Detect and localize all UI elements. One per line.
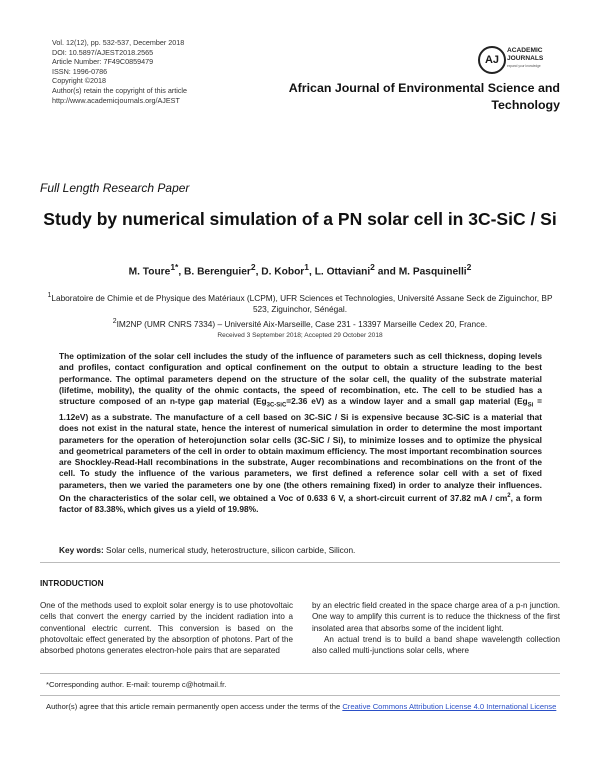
abstract-subscript: 3C-SiC xyxy=(266,402,287,409)
license-statement xyxy=(46,701,566,712)
logo-mark: AJ xyxy=(484,54,500,66)
keywords-label: Key words: xyxy=(59,545,104,555)
author-name: L. Ottaviani xyxy=(314,266,371,278)
abstract-text: The optimization of the solar cell includes the study of the influence of parameters such as cell thickness, doping levels and profiles, contact configuration and optical confinement on the output to obtain a structure leading to the best performance. The optimal parameters depend on the structure of the solar cell, the quality of the substrate material (lifetime, mobility), the quality of the ohmic contacts, the speed of recombination, etc. The cell to be studied has a structure composed of an n-type gap material (Eg xyxy=(59,351,542,407)
affiliation-1 xyxy=(40,290,560,316)
meta-article-number: Article Number: 7F49C0859479 xyxy=(52,57,154,67)
paragraph: by an electric field created in the space charge area of a p-n junction. One way to amplify this current is to reduce the thickness of the first insolated area that absorbs some of the incident light. xyxy=(312,601,560,633)
received-dates: Received 3 September 2018; Accepted 29 October 2018 xyxy=(217,332,383,339)
keywords xyxy=(59,545,542,555)
publisher-name-line-2: JOURNALS xyxy=(507,54,544,62)
author-affiliation-mark: 1 xyxy=(304,262,310,272)
author-separator: , xyxy=(255,266,262,278)
footer-divider xyxy=(40,695,560,696)
author-separator: , xyxy=(178,266,185,278)
corresponding-author: *Corresponding author. E-mail: touremp c@hotmail.fr. xyxy=(46,680,227,689)
abstract-subscript: Si xyxy=(527,402,534,409)
author-list xyxy=(40,262,560,277)
publisher-name-line-1: ACADEMIC xyxy=(507,47,543,54)
meta-copyright: Copyright ©2018 xyxy=(52,76,107,86)
affiliation-mark: 2 xyxy=(112,317,117,325)
meta-url[interactable]: http://www.academicjournals.org/AJEST xyxy=(52,95,180,105)
author-separator: , xyxy=(309,266,315,278)
affiliations xyxy=(40,290,560,330)
author-name: M. Pasquinelli xyxy=(398,266,467,278)
footer-divider xyxy=(40,673,560,674)
meta-doi: DOI: 10.5897/AJEST2018.2565 xyxy=(52,47,154,57)
paragraph: One of the methods used to exploit solar energy is to use photovoltaic cells that convert the energy carried by the incident radiation into a conventional electric current. This conversion is based on the photovoltaic effect generated by the absorption of photons. Part of the absorbed photons generates electron-hole pairs that are separated xyxy=(40,601,293,656)
author-name: M. Toure xyxy=(128,266,171,278)
author-name: D. Kobor xyxy=(261,266,305,278)
journal-title: African Journal of Environmental Science and Technology xyxy=(288,81,560,112)
section-divider xyxy=(40,562,560,563)
license-link[interactable]: Creative Commons Attribution License 4.0 International License xyxy=(342,702,557,711)
author-conjunction: and xyxy=(374,266,399,278)
author-affiliation-mark: 2 xyxy=(370,262,375,272)
article-type: Full Length Research Paper xyxy=(40,181,190,195)
affiliation-mark: 1 xyxy=(47,292,52,299)
author-affiliation-mark: 1* xyxy=(170,262,179,272)
author-affiliation-mark: 2 xyxy=(466,262,472,272)
meta-issn: ISSN: 1996-0786 xyxy=(52,66,108,76)
publisher-name xyxy=(507,47,543,62)
affiliation-text: IM2NP (UMR CNRS 7334) – Université Aix-Marseille, Case 231 - 13397 Marseille Cedex 20, France. xyxy=(116,318,488,329)
keywords-text: Solar cells, numerical study, heterostructure, silicon carbide, Silicon. xyxy=(106,545,356,555)
abstract-text: , a form factor of 83.38%, which gives us a yield of 19.98%. xyxy=(59,492,543,515)
intro-right-column xyxy=(312,600,560,656)
author-affiliation-mark: 2 xyxy=(250,262,256,272)
journal-logo-icon xyxy=(478,46,506,74)
license-text: Author(s) agree that this article remain permanently open access under the terms of the xyxy=(46,702,343,711)
section-heading-introduction: INTRODUCTION xyxy=(40,578,104,588)
affiliation-text: Laboratoire de Chimie et de Physique des Matériaux (LCPM), UFR Sciences et Technologies, Université Assane Seck de Ziguinchor, BP 523, Ziguinchor, Sénégal. xyxy=(51,292,553,315)
meta-rights: Author(s) retain the copyright of this article xyxy=(52,85,188,95)
paragraph: An actual trend is to build a band shape wavelength collection also called multi-junctions solar cells, where xyxy=(312,634,560,656)
abstract-text: = 1.12eV) as a substrate. The manufacture of a cell based on 3C-SiC / Si is expensive because 3C-SiC is a material that does not exist in the natural state, hence the interest of numerical simulation in order to determine the most important parameters for the operation of heterojunction solar cells (3C-SiC / Si), to minimize losses and to optimize the physical and geometrical parameters of the cell in order to obtain maximum efficiency. The most important recombination sources are Shockley-Read-Hall recombinations in the substrate, Auger recombinations and recombinations on the front of the cell. To study the influence of the various parameters, we first defined a reference solar cell with a set of fixed parameters, then we varied the parameters one by one (the others remaining fixed) in order to analyze their influences. On the characteristics of the solar cell, we obtained a Voc of 0.633 6 V, a short-circuit current of 37.82 mA / cm xyxy=(59,396,542,503)
meta-volume: Vol. 12(12), pp. 532-537, December 2018 xyxy=(52,38,185,47)
article-title: Study by numerical simulation of a PN solar cell in 3C-SiC / Si xyxy=(43,209,557,229)
article-meta xyxy=(52,38,187,105)
abstract-text: =2.36 eV) as a window layer and a small gap material (Eg xyxy=(286,396,528,407)
abstract xyxy=(59,351,542,515)
abstract-superscript: 2 xyxy=(507,493,511,500)
intro-left-column xyxy=(40,600,293,656)
affiliation-2 xyxy=(40,316,560,330)
author-name: B. Berenguier xyxy=(184,266,251,278)
publisher-tagline: expand your knowledge xyxy=(507,64,541,68)
